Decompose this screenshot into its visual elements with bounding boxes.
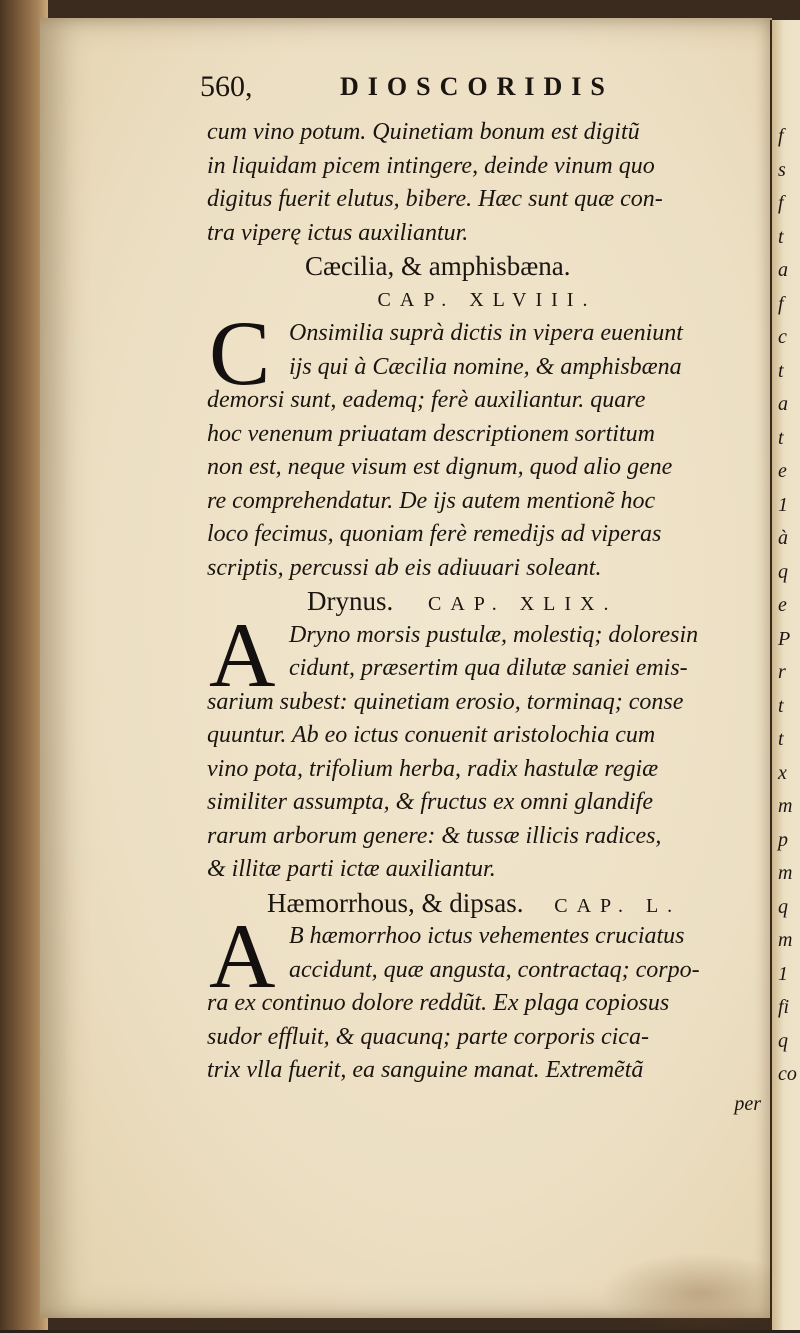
text-line: ra ex continuo dolore reddũt. Ex plaga copiosus bbox=[207, 990, 670, 1016]
right-page-glyph: a bbox=[778, 259, 788, 281]
text-line: trix vlla fuerit, ea sanguine manat. Extremẽtã bbox=[207, 1057, 644, 1083]
chapter-label: CAP. XLVIII. bbox=[377, 288, 597, 311]
right-page-glyph: a bbox=[778, 393, 788, 415]
right-page-fragments bbox=[778, 120, 800, 1092]
text-line: digitus fuerit elutus, bibere. Hæc sunt quæ con- bbox=[207, 186, 663, 212]
right-page-glyph: x bbox=[778, 761, 787, 784]
text-line: loco fecimus, quoniam ferè remedijs ad viperas bbox=[207, 521, 662, 547]
catchword: per bbox=[734, 1092, 761, 1115]
right-page-glyph: t bbox=[778, 225, 784, 248]
right-page-glyph: P bbox=[778, 627, 791, 650]
right-page-glyph: à bbox=[778, 527, 788, 549]
text-line: in liquidam picem intingere, deinde vinum quo bbox=[207, 152, 655, 179]
section-title-text: Hæmorrhous, & dipsas. bbox=[267, 887, 524, 918]
right-page-glyph: q bbox=[778, 895, 788, 918]
right-page-glyph: e bbox=[778, 460, 787, 482]
text-line: quuntur. Ab eo ictus conuenit aristolochia cum bbox=[207, 722, 656, 748]
text-line: Onsimilia suprà dictis in vipera eueniunt bbox=[289, 320, 683, 346]
text-line: sudor effluit, & quacunq; parte corporis cica- bbox=[207, 1023, 649, 1050]
text-line: demorsi sunt, eademq; ferè auxiliantur. quare bbox=[207, 387, 646, 413]
text-line: cum vino potum. Quinetiam bonum est digitũ bbox=[207, 119, 640, 145]
right-page-glyph: t bbox=[778, 359, 784, 382]
text-line: B hæmorrhoo ictus vehementes cruciatus bbox=[289, 923, 685, 949]
right-page-glyph: p bbox=[778, 828, 788, 851]
section-title: Cæcilia, & amphisbæna. bbox=[305, 251, 571, 281]
right-page-glyph: s bbox=[778, 158, 786, 181]
right-page-glyph: 1 bbox=[778, 493, 788, 516]
text-line: ijs qui à Cæcilia nomine, & amphisbæna bbox=[289, 353, 682, 380]
section-title-text: Drynus. bbox=[307, 586, 394, 616]
text-line: non est, neque visum est dignum, quod alio gene bbox=[207, 454, 673, 480]
right-page-edge bbox=[770, 20, 800, 1330]
right-page-glyph: m bbox=[778, 862, 793, 884]
right-page-glyph: t bbox=[778, 426, 784, 449]
right-page-glyph: fi bbox=[778, 996, 790, 1018]
right-page-glyph: 1 bbox=[778, 962, 788, 985]
right-page-glyph: r bbox=[778, 661, 786, 683]
drop-cap: C bbox=[209, 302, 271, 404]
text-line: & illitæ parti ictæ auxiliantur. bbox=[207, 856, 496, 882]
text-line: cidunt, præsertim qua dilutæ saniei emis- bbox=[289, 655, 688, 681]
page-header bbox=[200, 70, 760, 110]
right-page-glyph: t bbox=[778, 728, 784, 750]
text-line: tra viperę ictus auxiliantur. bbox=[207, 219, 469, 246]
text-line: scriptis, percussi ab eis adiuuari soleant. bbox=[207, 554, 602, 581]
drop-cap: A bbox=[209, 905, 276, 1007]
right-page-glyph: t bbox=[778, 694, 784, 717]
text-line: sarium subest: quinetiam erosio, torminaq; conse bbox=[207, 688, 684, 715]
text-line: re comprehendatur. De ijs autem mentionẽ hoc bbox=[207, 487, 656, 514]
running-head: DIOSCORIDIS bbox=[340, 72, 614, 101]
paragraph bbox=[207, 302, 767, 585]
right-page-glyph: co bbox=[778, 1063, 797, 1085]
section-title bbox=[207, 585, 767, 619]
text-line: accidunt, quæ angusta, contractaq; corpo- bbox=[289, 956, 700, 983]
drop-cap: A bbox=[209, 603, 276, 706]
text-line: rarum arborum genere: & tussæ illicis radices, bbox=[207, 822, 662, 849]
right-page-glyph: q bbox=[778, 1029, 788, 1052]
page-number: 560, bbox=[200, 70, 253, 103]
right-page-glyph: m bbox=[778, 795, 793, 817]
section-title bbox=[207, 887, 767, 921]
right-page-glyph: e bbox=[778, 594, 787, 616]
chapter-label: CAP. L. bbox=[554, 894, 682, 917]
chapter-label: CAP. XLIX. bbox=[428, 593, 618, 615]
text-line: hoc venenum priuatam descriptionem sortitum bbox=[207, 420, 655, 447]
text-line: vino pota, trifolium herba, radix hastulæ regiæ bbox=[207, 755, 659, 782]
right-page-glyph: m bbox=[778, 929, 793, 951]
right-page-glyph: c bbox=[778, 326, 787, 348]
right-page-glyph: f bbox=[778, 292, 784, 315]
right-page-glyph: f bbox=[778, 125, 784, 147]
text-line: Dryno morsis pustulæ, molestiq; doloresin bbox=[289, 621, 699, 648]
text-block bbox=[207, 116, 767, 1121]
text-line: similiter assumpta, & fructus ex omni glandife bbox=[207, 789, 653, 815]
right-page-glyph: q bbox=[778, 560, 788, 583]
right-page-glyph: f bbox=[778, 192, 784, 214]
